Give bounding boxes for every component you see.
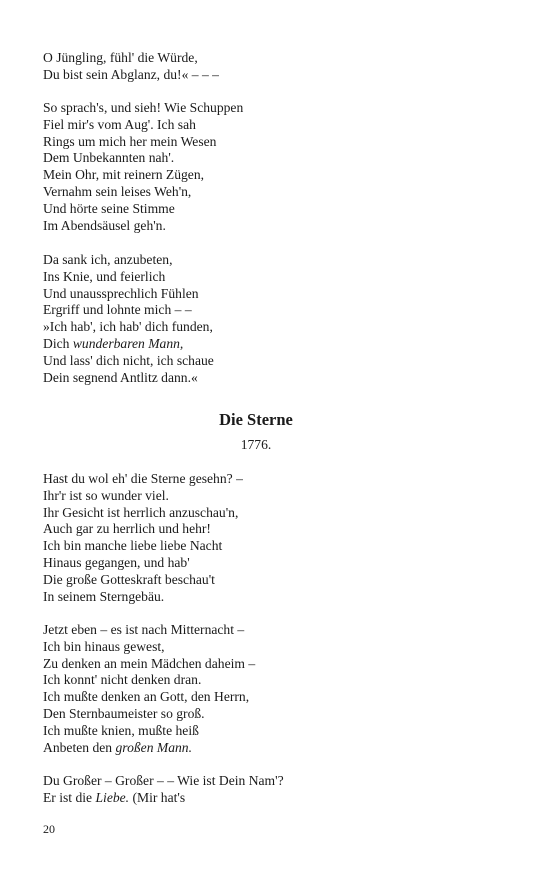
stanza-1 [43,50,503,84]
verse-line: Und unaussprechlich Fühlen [43,285,199,301]
stanza-2 [43,100,503,234]
verse-line: Und lass' dich nicht, ich schaue [43,352,214,368]
verse-line: Du bist sein Abglanz, du!« – – – [43,66,219,82]
verse-text: Dich [43,335,73,351]
verse-line: O Jüngling, fühl' die Würde, [43,50,198,65]
verse-italic-text: Liebe. [95,789,130,805]
verse-text: Er ist die [43,789,96,805]
verse-line: Ihr Gesicht ist herrlich anzuschau'n, [43,504,239,520]
verse-line: Dem Unbekannten nah'. [43,150,175,166]
verse-line: Ihr'r ist so wunder viel. [43,487,169,503]
verse-line: Hast du wol eh' die Sterne gesehn? – [43,471,243,486]
poem-title: Die Sterne [219,410,293,429]
verse-line: Mein Ohr, mit reinern Zügen, [43,167,205,183]
verse-line: Ich konnt' nicht denken dran. [43,672,202,688]
verse-italic-text: großen Mann. [115,739,193,755]
verse-text: Anbeten den [43,739,116,755]
verse-line: So sprach's, und sieh! Wie Schuppen [43,100,244,115]
verse-text: (Mir hat's [129,789,186,805]
verse-line: Im Abendsäusel geh'n. [43,217,166,233]
verse-line: Rings um mich her mein Wesen [43,133,217,149]
verse-line: Und hörte seine Stimme [43,200,175,216]
verse-line: Du Großer – Großer – – Wie ist Dein Nam'? [43,773,284,788]
stanza-4 [43,471,503,605]
verse-line: »Ich hab', ich hab' dich funden, [43,319,213,335]
verse-line: Ich bin manche liebe liebe Nacht [43,538,223,554]
verse-line: In seinem Sterngebäu. [43,588,165,604]
verse-line: Jetzt eben – es ist nach Mitternacht – [43,622,245,637]
verse-line: Dein segnend Antlitz dann.« [43,369,198,385]
verse-line: Ich bin hinaus gewest, [43,638,165,654]
verse-line: Auch gar zu herrlich und hehr! [43,521,211,537]
verse-line [43,790,503,807]
stanza-6 [43,773,503,807]
verse-italic-text: wunderbaren Mann, [72,335,184,351]
verse-line: Zu denken an mein Mädchen daheim – [43,655,256,671]
verse-line: Fiel mir's vom Aug'. Ich sah [43,116,196,132]
verse-line [43,336,503,353]
page-number: 20 [43,822,55,836]
poem-year: 1776. [240,437,272,452]
stanza-5 [43,622,503,756]
verse-line: Hinaus gegangen, und hab' [43,554,190,570]
verse-line: Ich mußte denken an Gott, den Herrn, [43,689,250,705]
verse-line: Ins Knie, und feierlich [43,268,166,284]
verse-line [43,740,503,757]
stanza-3 [43,252,503,386]
verse-line: Ergriff und lohnte mich – – [43,302,192,318]
verse-line: Vernahm sein leises Weh'n, [43,183,192,199]
verse-line: Ich mußte knien, mußte heiß [43,722,199,738]
verse-line: Den Sternbaumeister so groß. [43,705,205,721]
verse-line: Die große Gotteskraft beschau't [43,571,215,587]
verse-line: Da sank ich, anzubeten, [43,252,173,267]
